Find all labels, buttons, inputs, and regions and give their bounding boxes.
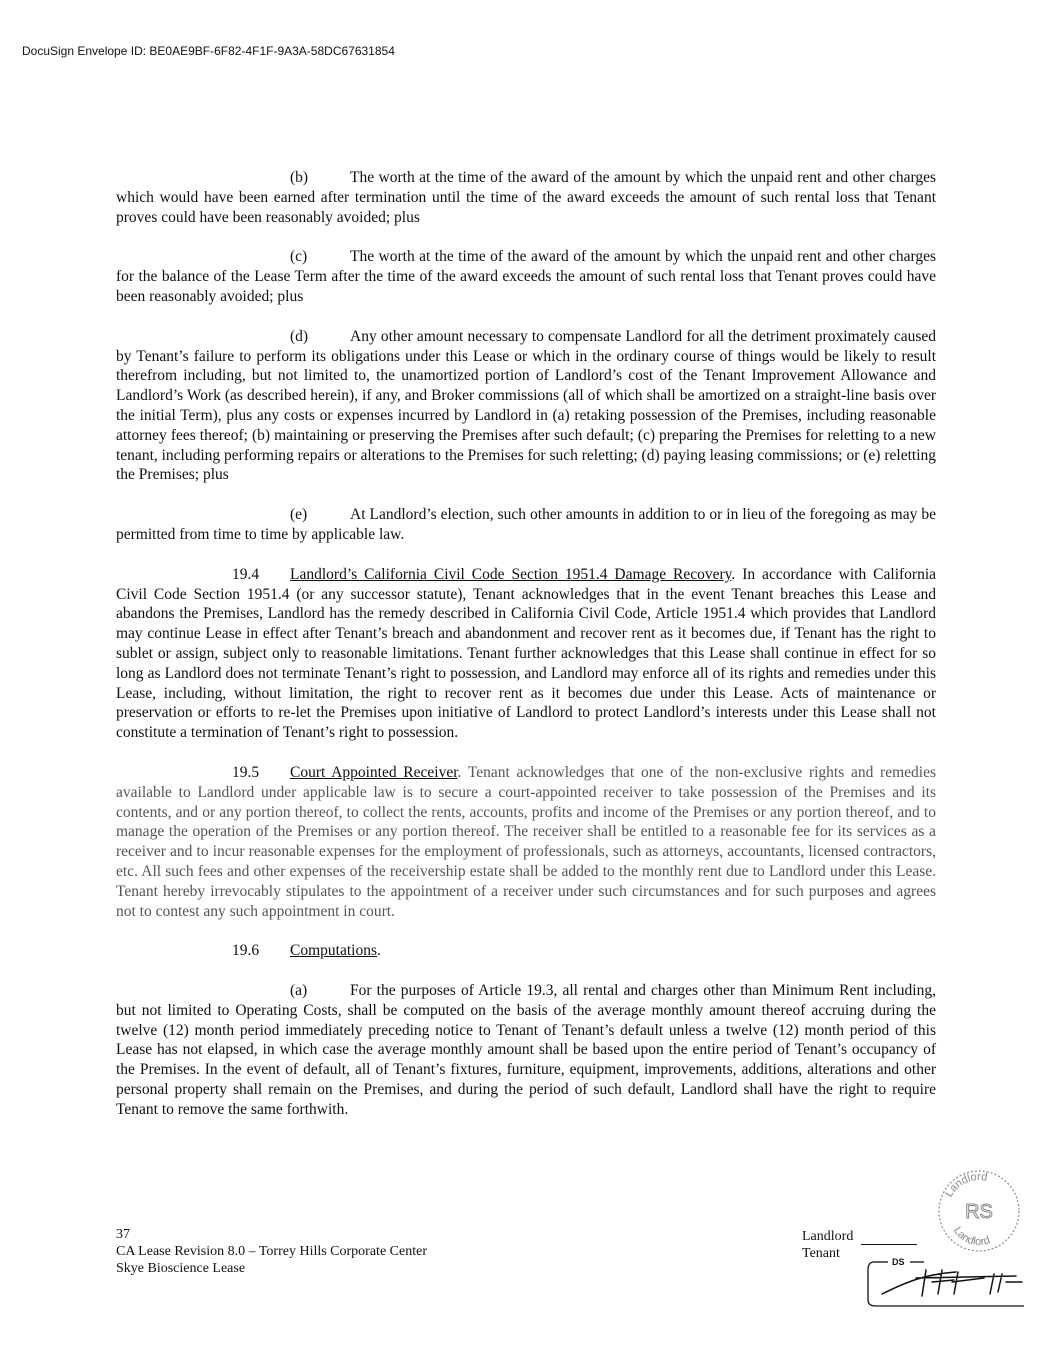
- tenant-signature-box: [866, 1248, 1026, 1308]
- ds-label: DS: [892, 1257, 905, 1267]
- section-number: 19.6: [232, 942, 260, 960]
- paragraph-c: [116, 247, 936, 306]
- paragraph-b: [116, 168, 936, 227]
- landlord-initials-line: [802, 1228, 917, 1245]
- paragraph-19-6-a: [116, 981, 936, 1120]
- lease-name: Skye Bioscience Lease: [116, 1261, 246, 1276]
- section-number: 19.4: [232, 565, 260, 583]
- page-number: 37: [116, 1227, 130, 1242]
- section-19-5: [116, 763, 936, 921]
- section-19-6: [116, 941, 936, 961]
- landlord-initials-rule: [861, 1232, 917, 1245]
- paragraph-marker: (a): [290, 982, 308, 1000]
- lease-body: [116, 168, 936, 1140]
- paragraph-marker: (c): [290, 248, 308, 266]
- paragraph-text: Any other amount necessary to compensate Landlord for all the detriment proximately caused by Tenant’s failure to perform its obligations under this Lease or which in the ordinary course of things would be likely to result therefrom including, but not limited to, the unamortized portion of Landlord’s cost of the Tenant Improvement Allowance and Landlord’s Work (as described herein), if any, and Broker commissions (all of which shall be amortized on a straight-line basis over the initial Term), plus any costs or expenses incurred by Landlord in (a) retaking possession of the Premises, including reasonable attorney fees thereof; (b) maintaining or preserving the Premises after such default; (c) preparing the Premises for reletting to a new tenant, including performing repairs or alterations to the Premises for such reletting; (d) paying leasing commissions; or (e) reletting the Premises; plus: [116, 327, 936, 484]
- paragraph-marker: (b): [290, 169, 309, 186]
- paragraph-marker: (e): [290, 506, 308, 524]
- section-heading: Court Appointed Receiver: [290, 763, 458, 781]
- section-19-4: [116, 565, 936, 743]
- landlord-label: Landlord: [802, 1229, 854, 1244]
- paragraph-text: For the purposes of Article 19.3, all rental and charges other than Minimum Rent including, but not limited to Operating Costs, shall be computed on the basis of the average monthly amount thereof accruing during the twelve (12) month period immediately preceding notice to Tenant of Tenant’s default unless a twelve (12) month period of this Lease has not elapsed, in which case the average monthly amount shall be based upon the entire period of Tenant’s occupancy of the Premises. In the event of default, all of Tenant’s fixtures, furniture, equipment, improvements, additions, alterations and other personal property shall remain on the Premises, and during the period of such default, Landlord shall have the right to require Tenant to remove the same forthwith.: [116, 982, 936, 1118]
- docusign-envelope-id: DocuSign Envelope ID: BE0AE9BF-6F82-4F1F-9A3A-58DC67631854: [22, 44, 395, 58]
- paragraph-marker: (d): [290, 327, 309, 345]
- stamp-bottom-text: Landlord: [950, 1224, 992, 1249]
- paragraph-d: [116, 327, 936, 485]
- section-heading: Computations: [290, 942, 377, 960]
- tenant-label: Tenant: [802, 1246, 840, 1261]
- stamp-initials: RS: [965, 1201, 993, 1223]
- section-text: .: [376, 942, 381, 960]
- page-footer: [116, 1226, 427, 1277]
- paragraph-text: The worth at the time of the award of the amount by which the unpaid rent and other charges for the balance of the Lease Term after the time of the award exceeds the amount of such rental loss that Tenant proves could have been reasonably avoided; plus: [116, 248, 936, 305]
- section-number: 19.5: [232, 763, 260, 781]
- section-text: . In accordance with California Civil Code Section 1951.4 (or any successor statute), Tenant acknowledges that in the event Tenant breaches this Lease and abandons the Premises, Landlord has the remedy described in California Civil Code, Article 1951.4 which provides that Landlord may continue Lease in effect after Tenant’s breach and abandonment and recover rent as it becomes due, if Tenant has the right to sublet or assign, subject only to reasonable limitations. Tenant further acknowledges that this Lease shall continue in effect for so long as Landlord does not terminate Tenant’s right to possession, and Landlord may enforce all of its rights and remedies under this Lease, including, without limitation, the right to recover rent as it becomes due under this Lease. Acts of maintenance or preservation or efforts to re-let the Premises upon initiative of Landlord to protect Landlord’s interests under this Lease shall not constitute a termination of Tenant’s right to possession.: [116, 565, 937, 742]
- paragraph-text: At Landlord’s election, such other amounts in addition to or in lieu of the foregoing as may be permitted from time to time by applicable law.: [116, 506, 936, 543]
- section-text: . Tenant acknowledges that one of the non-exclusive rights and remedies available to Landlord under applicable law is to secure a court-appointed receiver to take possession of the Premises and its contents, and or any portion thereof, to collect the rents, accounts, profits and income of the Premises or any portion thereof, and to manage the operation of the Premises or any portion thereof. The receiver shall be entitled to a reasonable fee for its services as a receiver and to incur reasonable expenses for the employment of professionals, such as attorneys, accountants, licensed contractors, etc. All such fees and other expenses of the receivership estate shall be added to the monthly rent due to Landlord under this Lease. Tenant hereby irrevocably stipulates to the appointment of a receiver under such circumstances and for such purposes and agrees not to contest any such appointment in court.: [116, 763, 936, 920]
- handwritten-signature: [882, 1270, 1022, 1296]
- paragraph-e: [116, 505, 936, 545]
- section-heading: Landlord’s California Civil Code Section 1951.4 Damage Recovery: [290, 565, 732, 583]
- paragraph-text: The worth at the time of the award of the amount by which the unpaid rent and other charges which would have been earned after termination until the time of the award exceeds the amount of such rental loss that Tenant proves could have been reasonably avoided; plus: [116, 169, 936, 226]
- lease-revision: CA Lease Revision 8.0 – Torrey Hills Corporate Center: [116, 1244, 427, 1259]
- landlord-initials-stamp: [934, 1166, 1024, 1256]
- stamp-top-text: Landlord: [943, 1170, 989, 1200]
- signature-bracket: [868, 1262, 1024, 1306]
